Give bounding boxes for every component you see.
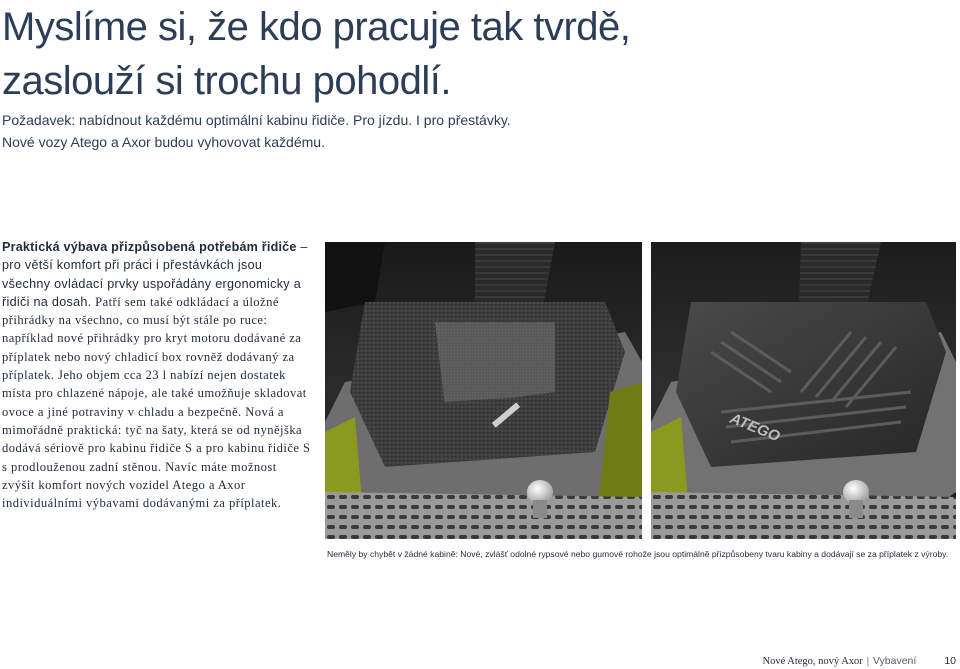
subtitle-line-1: Požadavek: nabídnout každému optimální kabinu řidiče. Pro jízdu. I pro přestávky. xyxy=(2,112,511,128)
footer-section: Vybavení xyxy=(872,655,917,667)
headline-line-1: Myslíme si, že kdo pracuje tak tvrdě, xyxy=(2,5,631,49)
photo-textile-floor-mat xyxy=(325,242,642,539)
body-lead-rest: – pro větší komfort při práci i přestávkách jsou všechny ovládací prvky uspořádány ergonomicky a řidiči na dosah. xyxy=(2,240,308,309)
headline-line-2: zaslouží si trochu pohodlí. xyxy=(2,59,451,103)
subtitle-line-2: Nové vozy Atego a Axor budou vyhovovat každému. xyxy=(2,134,325,150)
page-footer xyxy=(762,655,956,668)
page-number: 10 xyxy=(944,655,956,667)
photo-rubber-floor-mat xyxy=(651,242,956,539)
body-text xyxy=(2,238,312,512)
subtitle xyxy=(2,109,602,153)
footer-separator: | xyxy=(866,656,869,667)
page-headline xyxy=(2,0,702,108)
footer-title: Nové Atego, nový Axor xyxy=(762,656,863,667)
body-paragraph: Patří sem také odkládací a úložné přihrádky na všechno, co musí být stále po ruce: například nové přihrádky pro kryt motoru dodávané za příplatek nebo nový chladicí box rovněž dodávaný za příplatek. Jeho objem cca 23 l nabízí nejen dostatek místa pro chlazené nápoje, ale také umožňuje skladovat ovoce a jiné potraviny v chladu a bezpečně. Nová a mimořádně praktická: tyč na šaty, která se od nynějška dodává sériově pro kabinu řidiče S a pro kabinu řidiče S s prodlouženou zadní stěnou. Navíc máte možnost zvýšit komfort nových vozidel Atego a Axor individuálními výbavami dodávanými za příplatek. xyxy=(2,294,311,511)
body-lead-bold: Praktická výbava přizpůsobená potřebám řidiče xyxy=(2,240,297,254)
mat-logo-text: ATEGO xyxy=(727,409,783,446)
photo-caption: Neměly by chybět v žádné kabině: Nové, zvlášť odolné rypsové nebo gumové rohože jsou optimálně přizpůsobeny tvaru kabiny a dodávají se za příplatek z výroby. xyxy=(327,549,949,559)
